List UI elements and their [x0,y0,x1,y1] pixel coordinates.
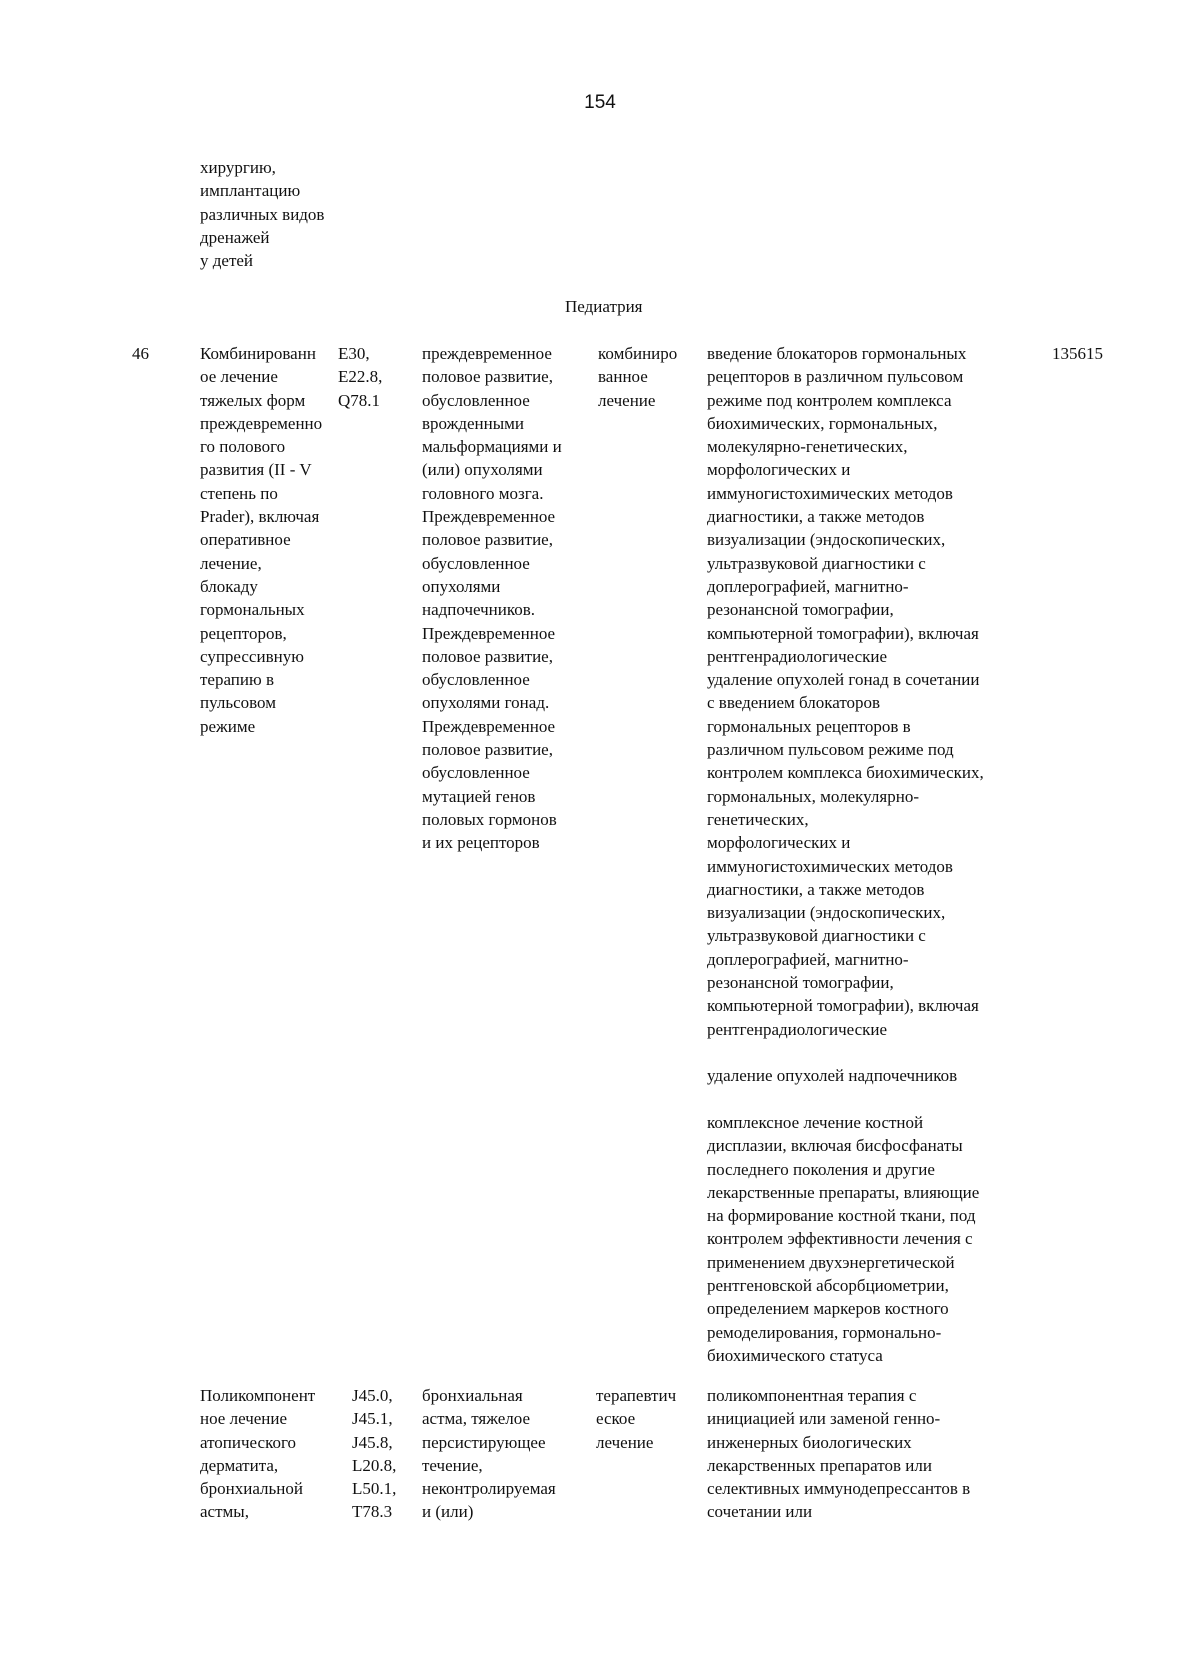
treatment-method: удаление опухолей надпочечников [707,1066,958,1085]
patient-model: бронхиальная астма, тяжелое персистирующее течение, неконтролируемая и (или) [422,1386,556,1522]
care-type-name: Поликомпонент ное лечение атопического дерматита, бронхиальной астмы, [200,1386,316,1522]
price-value: 135615 [1052,344,1103,363]
patient-model: преждевременное половое развитие, обусловленное врожденными мальформациями и (или) опухолями головного мозга. Преждевременное половое развитие, обусловленное опухолями надпочечников. Преждевременное половое развитие, обусловленное опухолями гонад. Преждевременное половое развитие, обусловленное мутацией генов половых гормонов и их рецепторов [422,344,562,853]
section-title: Педиатрия [565,297,643,316]
treatment-method: поликомпонентная терапия с инициацией или заменой генно- инженерных биологических лекарственных препаратов или селективных иммунодепрессантов в сочетании или [707,1386,971,1522]
row-number: 46 [132,344,149,363]
treatment-method: комплексное лечение костной дисплазии, включая бисфосфанаты последнего поколения и другие лекарственные препараты, влияющие на формирование костной ткани, под контролем эффективности лечения с применением двухэнергетической рентгеновской абсорбциометрии, определением маркеров костного ремоделирования, гормонально- биохимического статуса [707,1113,980,1365]
icd-codes: E30, E22.8, Q78.1 [338,344,383,410]
treatment-type: комбиниро ванное лечение [598,344,678,410]
page-number: 154 [584,92,616,113]
treatment-type: терапевтич еское лечение [596,1386,677,1452]
care-type-name: Комбинированн ое лечение тяжелых форм преждевременно го полового развития (II - V степень по Prader), включая оперативное лечение, блокаду гормональных рецепторов, супрессивную терапию в пульсовом режиме [200,344,323,736]
continued-method-cell: хирургию, имплантацию различных видов дренажей у детей [200,158,325,271]
treatment-method: введение блокаторов гормональных рецепторов в различном пульсовом режиме под контролем комплекса биохимических, гормональных, молекулярно-генетических, морфологических и иммуногистохимических методов диагностики, а также методов визуализации (эндоскопических, ультразвуковой диагностики с доплерографией, магнитно- резонансной томографии, компьютерной томографии), включая рентгенрадиологические удаление опухолей гонад в сочетании с введением блокаторов гормональных рецепторов в различном пульсовом режиме под контролем комплекса биохимических, гормональных, молекулярно- генетических, морфологических и иммуногистохимических методов диагностики, а также методов визуализации (эндоскопических, ультразвуковой диагностики с доплерографией, магнитно- резонансной томографии, компьютерной томографии), включая рентгенрадиологические [707,344,984,1039]
icd-codes: J45.0, J45.1, J45.8, L20.8, L50.1, T78.3 [352,1386,397,1522]
